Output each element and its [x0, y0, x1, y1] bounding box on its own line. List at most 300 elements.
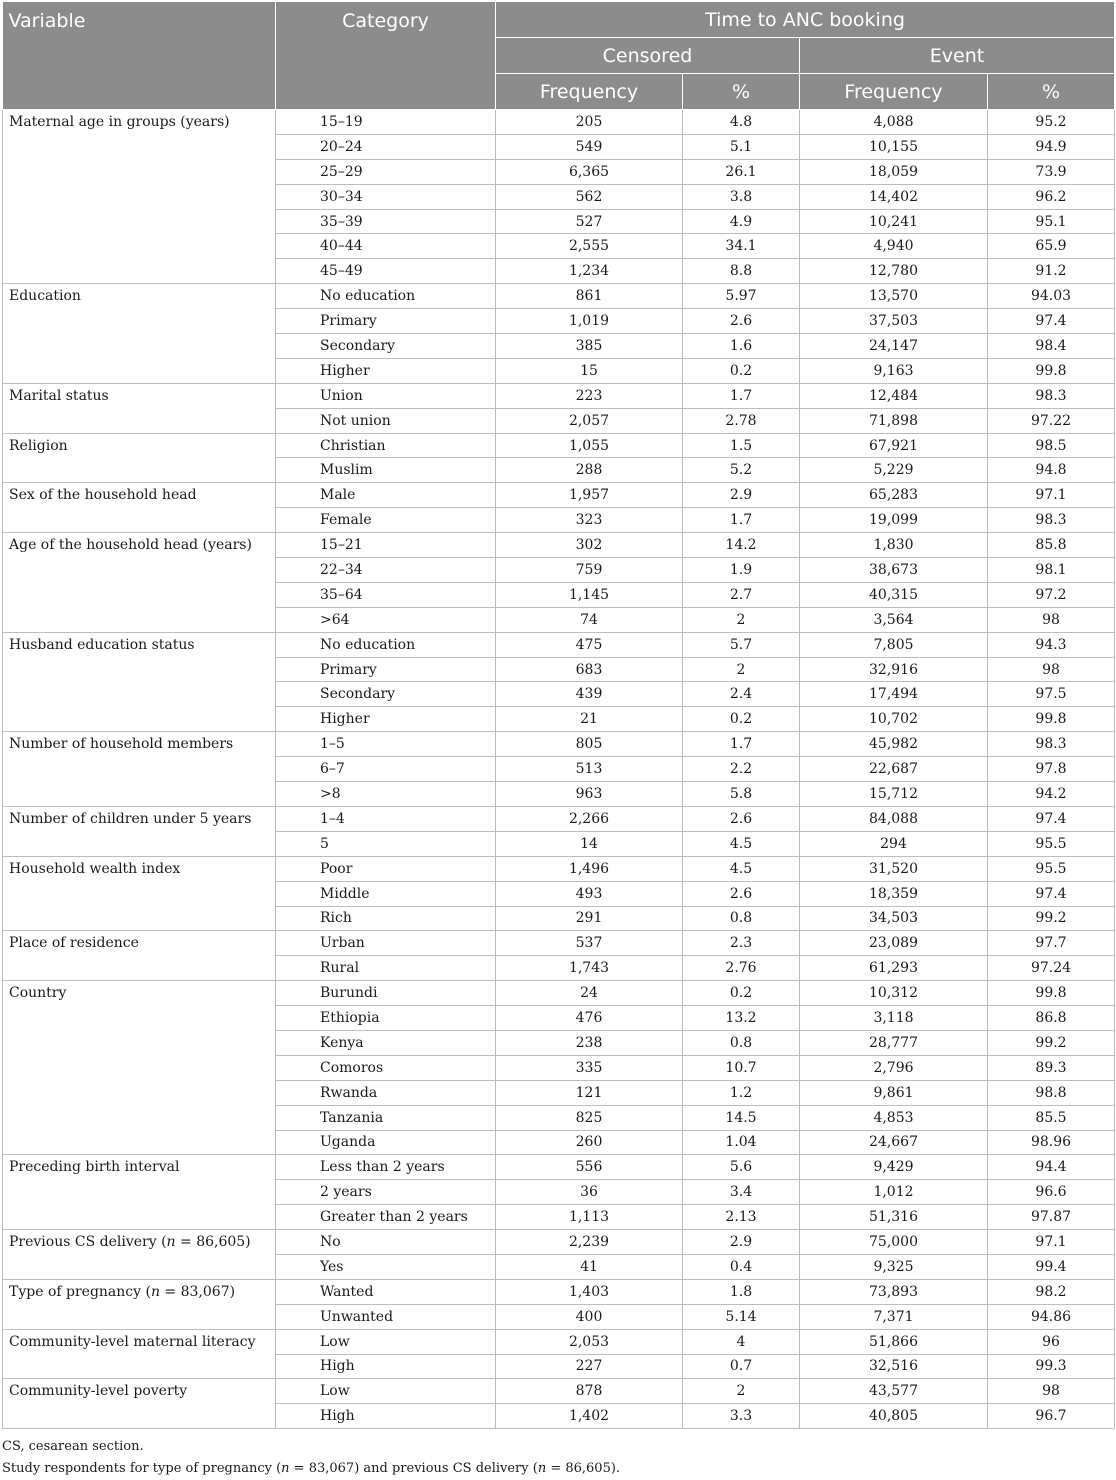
censored-percent-cell: 5.14: [683, 1304, 800, 1329]
censored-frequency-cell: 963: [496, 782, 683, 807]
category-cell: 30–34: [276, 184, 496, 209]
event-frequency-cell: 22,687: [800, 757, 988, 782]
censored-frequency-cell: 805: [496, 732, 683, 757]
event-frequency-cell: 23,089: [800, 931, 988, 956]
header-variable: Variable: [3, 2, 276, 110]
category-cell: Primary: [276, 657, 496, 682]
category-cell: Poor: [276, 856, 496, 881]
event-frequency-cell: 67,921: [800, 433, 988, 458]
censored-percent-cell: 2.6: [683, 881, 800, 906]
censored-frequency-cell: 2,239: [496, 1230, 683, 1255]
category-cell: Burundi: [276, 981, 496, 1006]
category-cell: 15–19: [276, 110, 496, 135]
category-cell: Middle: [276, 881, 496, 906]
event-percent-cell: 97.5: [988, 682, 1115, 707]
footnote-respondents: Study respondents for type of pregnancy (n = 83,067) and previous CS delivery (n = 86,605).: [2, 1461, 621, 1477]
event-percent-cell: 85.5: [988, 1105, 1115, 1130]
category-cell: Rural: [276, 956, 496, 981]
variable-cell: Age of the household head (years): [3, 533, 276, 633]
event-percent-cell: 65.9: [988, 234, 1115, 259]
censored-frequency-cell: 2,555: [496, 234, 683, 259]
variable-cell: Preceding birth interval: [3, 1155, 276, 1230]
event-frequency-cell: 73,893: [800, 1279, 988, 1304]
event-frequency-cell: 19,099: [800, 508, 988, 533]
censored-percent-cell: 1.5: [683, 433, 800, 458]
event-frequency-cell: 51,316: [800, 1205, 988, 1230]
censored-percent-cell: 1.2: [683, 1080, 800, 1105]
event-frequency-cell: 1,830: [800, 533, 988, 558]
event-percent-cell: 97.1: [988, 1230, 1115, 1255]
event-frequency-cell: 4,940: [800, 234, 988, 259]
table-row: [3, 856, 1115, 881]
censored-percent-cell: 2.2: [683, 757, 800, 782]
event-frequency-cell: 12,780: [800, 259, 988, 284]
event-percent-cell: 94.2: [988, 782, 1115, 807]
variable-cell: Husband education status: [3, 632, 276, 732]
event-percent-cell: 98: [988, 1379, 1115, 1404]
censored-percent-cell: 5.1: [683, 134, 800, 159]
censored-frequency-cell: 1,145: [496, 582, 683, 607]
category-cell: 1–5: [276, 732, 496, 757]
censored-percent-cell: 1.6: [683, 334, 800, 359]
event-percent-cell: 94.8: [988, 458, 1115, 483]
censored-percent-cell: 2: [683, 657, 800, 682]
censored-percent-cell: 14.2: [683, 533, 800, 558]
event-percent-cell: 97.87: [988, 1205, 1115, 1230]
event-percent-cell: 94.9: [988, 134, 1115, 159]
censored-percent-cell: 14.5: [683, 1105, 800, 1130]
event-frequency-cell: 10,241: [800, 209, 988, 234]
event-frequency-cell: 5,229: [800, 458, 988, 483]
censored-frequency-cell: 1,403: [496, 1279, 683, 1304]
event-frequency-cell: 10,702: [800, 707, 988, 732]
event-frequency-cell: 75,000: [800, 1230, 988, 1255]
category-cell: Rwanda: [276, 1080, 496, 1105]
event-frequency-cell: 18,359: [800, 881, 988, 906]
variable-cell: Number of household members: [3, 732, 276, 807]
event-frequency-cell: 9,163: [800, 358, 988, 383]
event-percent-cell: 85.8: [988, 533, 1115, 558]
censored-frequency-cell: 1,055: [496, 433, 683, 458]
event-percent-cell: 96: [988, 1329, 1115, 1354]
censored-percent-cell: 3.3: [683, 1404, 800, 1429]
censored-percent-cell: 0.2: [683, 358, 800, 383]
event-percent-cell: 97.4: [988, 309, 1115, 334]
category-cell: Not union: [276, 408, 496, 433]
header-censored-percent: %: [683, 74, 800, 110]
censored-frequency-cell: 1,957: [496, 483, 683, 508]
censored-frequency-cell: 335: [496, 1055, 683, 1080]
table-row: [3, 533, 1115, 558]
event-frequency-cell: 14,402: [800, 184, 988, 209]
censored-percent-cell: 2: [683, 1379, 800, 1404]
category-cell: Urban: [276, 931, 496, 956]
event-frequency-cell: 3,564: [800, 607, 988, 632]
censored-frequency-cell: 6,365: [496, 159, 683, 184]
censored-percent-cell: 2.6: [683, 309, 800, 334]
event-percent-cell: 95.1: [988, 209, 1115, 234]
censored-percent-cell: 0.8: [683, 906, 800, 931]
censored-percent-cell: 4: [683, 1329, 800, 1354]
event-percent-cell: 97.1: [988, 483, 1115, 508]
event-percent-cell: 94.3: [988, 632, 1115, 657]
category-cell: 25–29: [276, 159, 496, 184]
table-header: [3, 2, 1115, 110]
category-cell: Kenya: [276, 1030, 496, 1055]
event-frequency-cell: 18,059: [800, 159, 988, 184]
category-cell: 20–24: [276, 134, 496, 159]
censored-percent-cell: 2.9: [683, 1230, 800, 1255]
category-cell: Low: [276, 1379, 496, 1404]
event-frequency-cell: 34,503: [800, 906, 988, 931]
event-frequency-cell: 43,577: [800, 1379, 988, 1404]
event-percent-cell: 96.6: [988, 1180, 1115, 1205]
censored-percent-cell: 2.76: [683, 956, 800, 981]
category-cell: High: [276, 1404, 496, 1429]
censored-frequency-cell: 476: [496, 1006, 683, 1031]
category-cell: >8: [276, 782, 496, 807]
category-cell: 45–49: [276, 259, 496, 284]
censored-frequency-cell: 556: [496, 1155, 683, 1180]
censored-frequency-cell: 400: [496, 1304, 683, 1329]
event-frequency-cell: 1,012: [800, 1180, 988, 1205]
event-frequency-cell: 3,118: [800, 1006, 988, 1031]
category-cell: Female: [276, 508, 496, 533]
category-cell: 2 years: [276, 1180, 496, 1205]
censored-frequency-cell: 14: [496, 831, 683, 856]
event-frequency-cell: 71,898: [800, 408, 988, 433]
header-category: Category: [276, 2, 496, 110]
event-frequency-cell: 10,155: [800, 134, 988, 159]
category-cell: Yes: [276, 1254, 496, 1279]
censored-percent-cell: 1.7: [683, 508, 800, 533]
event-percent-cell: 99.4: [988, 1254, 1115, 1279]
anc-booking-table: [2, 2, 1115, 1429]
variable-cell: Maternal age in groups (years): [3, 110, 276, 284]
header-time-to-anc: Time to ANC booking: [496, 2, 1115, 38]
censored-frequency-cell: 121: [496, 1080, 683, 1105]
category-cell: Tanzania: [276, 1105, 496, 1130]
censored-percent-cell: 0.2: [683, 707, 800, 732]
censored-percent-cell: 1.9: [683, 558, 800, 583]
event-percent-cell: 97.2: [988, 582, 1115, 607]
event-percent-cell: 97.8: [988, 757, 1115, 782]
event-frequency-cell: 38,673: [800, 558, 988, 583]
category-cell: 6–7: [276, 757, 496, 782]
event-percent-cell: 86.8: [988, 1006, 1115, 1031]
censored-frequency-cell: 223: [496, 383, 683, 408]
event-percent-cell: 99.3: [988, 1354, 1115, 1379]
event-frequency-cell: 2,796: [800, 1055, 988, 1080]
category-cell: Greater than 2 years: [276, 1205, 496, 1230]
censored-frequency-cell: 41: [496, 1254, 683, 1279]
category-cell: Secondary: [276, 682, 496, 707]
event-frequency-cell: 37,503: [800, 309, 988, 334]
category-cell: 15–21: [276, 533, 496, 558]
censored-percent-cell: 13.2: [683, 1006, 800, 1031]
censored-frequency-cell: 15: [496, 358, 683, 383]
category-cell: Higher: [276, 707, 496, 732]
event-frequency-cell: 84,088: [800, 806, 988, 831]
censored-percent-cell: 1.7: [683, 383, 800, 408]
table-row: [3, 433, 1115, 458]
event-percent-cell: 97.4: [988, 881, 1115, 906]
event-percent-cell: 94.86: [988, 1304, 1115, 1329]
event-frequency-cell: 9,861: [800, 1080, 988, 1105]
censored-percent-cell: 5.97: [683, 284, 800, 309]
header-event-frequency: Frequency: [800, 74, 988, 110]
censored-frequency-cell: 21: [496, 707, 683, 732]
censored-percent-cell: 4.5: [683, 831, 800, 856]
table-row: [3, 383, 1115, 408]
event-frequency-cell: 61,293: [800, 956, 988, 981]
table-row: [3, 981, 1115, 1006]
event-frequency-cell: 28,777: [800, 1030, 988, 1055]
event-frequency-cell: 15,712: [800, 782, 988, 807]
event-percent-cell: 98.2: [988, 1279, 1115, 1304]
table-row: [3, 931, 1115, 956]
table-row: [3, 1155, 1115, 1180]
censored-percent-cell: 0.8: [683, 1030, 800, 1055]
table-row: [3, 1379, 1115, 1404]
header-censored-frequency: Frequency: [496, 74, 683, 110]
category-cell: >64: [276, 607, 496, 632]
censored-percent-cell: 1.04: [683, 1130, 800, 1155]
censored-percent-cell: 2.9: [683, 483, 800, 508]
event-percent-cell: 97.24: [988, 956, 1115, 981]
table-row: [3, 483, 1115, 508]
censored-frequency-cell: 323: [496, 508, 683, 533]
event-percent-cell: 98.96: [988, 1130, 1115, 1155]
censored-percent-cell: 1.8: [683, 1279, 800, 1304]
event-percent-cell: 98.3: [988, 383, 1115, 408]
censored-percent-cell: 3.4: [683, 1180, 800, 1205]
category-cell: Christian: [276, 433, 496, 458]
event-frequency-cell: 32,916: [800, 657, 988, 682]
censored-percent-cell: 4.8: [683, 110, 800, 135]
censored-frequency-cell: 238: [496, 1030, 683, 1055]
censored-percent-cell: 2: [683, 607, 800, 632]
event-percent-cell: 99.8: [988, 981, 1115, 1006]
event-percent-cell: 99.2: [988, 906, 1115, 931]
censored-frequency-cell: 36: [496, 1180, 683, 1205]
event-percent-cell: 94.03: [988, 284, 1115, 309]
event-percent-cell: 97.4: [988, 806, 1115, 831]
event-percent-cell: 98.3: [988, 732, 1115, 757]
censored-frequency-cell: 878: [496, 1379, 683, 1404]
event-frequency-cell: 24,667: [800, 1130, 988, 1155]
censored-percent-cell: 5.2: [683, 458, 800, 483]
category-cell: 35–64: [276, 582, 496, 607]
category-cell: Rich: [276, 906, 496, 931]
category-cell: Uganda: [276, 1130, 496, 1155]
event-percent-cell: 98.1: [988, 558, 1115, 583]
event-percent-cell: 91.2: [988, 259, 1115, 284]
censored-frequency-cell: 683: [496, 657, 683, 682]
censored-frequency-cell: 1,019: [496, 309, 683, 334]
event-percent-cell: 99.8: [988, 707, 1115, 732]
censored-frequency-cell: 24: [496, 981, 683, 1006]
censored-percent-cell: 2.78: [683, 408, 800, 433]
event-percent-cell: 99.8: [988, 358, 1115, 383]
censored-percent-cell: 8.8: [683, 259, 800, 284]
event-percent-cell: 99.2: [988, 1030, 1115, 1055]
censored-frequency-cell: 385: [496, 334, 683, 359]
censored-percent-cell: 10.7: [683, 1055, 800, 1080]
category-cell: Muslim: [276, 458, 496, 483]
event-frequency-cell: 40,805: [800, 1404, 988, 1429]
category-cell: No education: [276, 284, 496, 309]
censored-frequency-cell: 205: [496, 110, 683, 135]
variable-cell: Country: [3, 981, 276, 1155]
variable-cell: Education: [3, 284, 276, 384]
event-percent-cell: 98.5: [988, 433, 1115, 458]
censored-frequency-cell: 439: [496, 682, 683, 707]
censored-frequency-cell: 260: [496, 1130, 683, 1155]
event-percent-cell: 97.22: [988, 408, 1115, 433]
category-cell: Unwanted: [276, 1304, 496, 1329]
censored-frequency-cell: 825: [496, 1105, 683, 1130]
category-cell: Male: [276, 483, 496, 508]
censored-frequency-cell: 288: [496, 458, 683, 483]
category-cell: Comoros: [276, 1055, 496, 1080]
censored-percent-cell: 2.3: [683, 931, 800, 956]
event-percent-cell: 96.7: [988, 1404, 1115, 1429]
variable-cell: Marital status: [3, 383, 276, 433]
censored-frequency-cell: 2,057: [496, 408, 683, 433]
event-percent-cell: 96.2: [988, 184, 1115, 209]
event-frequency-cell: 7,371: [800, 1304, 988, 1329]
censored-percent-cell: 2.7: [683, 582, 800, 607]
event-frequency-cell: 65,283: [800, 483, 988, 508]
variable-cell: Sex of the household head: [3, 483, 276, 533]
category-cell: High: [276, 1354, 496, 1379]
category-cell: Primary: [276, 309, 496, 334]
variable-cell: Number of children under 5 years: [3, 806, 276, 856]
censored-frequency-cell: 861: [496, 284, 683, 309]
category-cell: 40–44: [276, 234, 496, 259]
category-cell: 1–4: [276, 806, 496, 831]
censored-frequency-cell: 291: [496, 906, 683, 931]
event-frequency-cell: 294: [800, 831, 988, 856]
censored-percent-cell: 0.7: [683, 1354, 800, 1379]
event-frequency-cell: 32,516: [800, 1354, 988, 1379]
censored-percent-cell: 1.7: [683, 732, 800, 757]
censored-frequency-cell: 537: [496, 931, 683, 956]
event-frequency-cell: 31,520: [800, 856, 988, 881]
censored-frequency-cell: 475: [496, 632, 683, 657]
censored-percent-cell: 2.13: [683, 1205, 800, 1230]
censored-frequency-cell: 527: [496, 209, 683, 234]
event-percent-cell: 98: [988, 607, 1115, 632]
censored-frequency-cell: 227: [496, 1354, 683, 1379]
event-percent-cell: 98: [988, 657, 1115, 682]
event-percent-cell: 95.5: [988, 856, 1115, 881]
event-frequency-cell: 4,853: [800, 1105, 988, 1130]
variable-cell: Religion: [3, 433, 276, 483]
header-event-percent: %: [988, 74, 1115, 110]
header-event: Event: [800, 38, 1115, 74]
table-row: [3, 732, 1115, 757]
censored-percent-cell: 34.1: [683, 234, 800, 259]
censored-frequency-cell: 493: [496, 881, 683, 906]
category-cell: Less than 2 years: [276, 1155, 496, 1180]
table-body: [3, 110, 1115, 1429]
category-cell: Union: [276, 383, 496, 408]
event-percent-cell: 95.2: [988, 110, 1115, 135]
event-frequency-cell: 40,315: [800, 582, 988, 607]
event-percent-cell: 94.4: [988, 1155, 1115, 1180]
censored-percent-cell: 5.7: [683, 632, 800, 657]
category-cell: Low: [276, 1329, 496, 1354]
censored-frequency-cell: 549: [496, 134, 683, 159]
category-cell: No: [276, 1230, 496, 1255]
table-row: [3, 1279, 1115, 1304]
table-row: [3, 1329, 1115, 1354]
footnote-abbreviation: CS, cesarean section.: [2, 1439, 144, 1455]
event-frequency-cell: 12,484: [800, 383, 988, 408]
event-percent-cell: 98.4: [988, 334, 1115, 359]
table-row: [3, 632, 1115, 657]
variable-cell: Community-level poverty: [3, 1379, 276, 1429]
censored-percent-cell: 0.2: [683, 981, 800, 1006]
censored-frequency-cell: 302: [496, 533, 683, 558]
event-frequency-cell: 51,866: [800, 1329, 988, 1354]
censored-frequency-cell: 74: [496, 607, 683, 632]
event-frequency-cell: 17,494: [800, 682, 988, 707]
variable-cell: Place of residence: [3, 931, 276, 981]
event-frequency-cell: 9,429: [800, 1155, 988, 1180]
censored-percent-cell: 26.1: [683, 159, 800, 184]
category-cell: Ethiopia: [276, 1006, 496, 1031]
table-row: [3, 110, 1115, 135]
event-percent-cell: 73.9: [988, 159, 1115, 184]
censored-percent-cell: 4.5: [683, 856, 800, 881]
table-row: [3, 1230, 1115, 1255]
category-cell: Higher: [276, 358, 496, 383]
censored-frequency-cell: 2,266: [496, 806, 683, 831]
variable-cell: Type of pregnancy (n = 83,067): [3, 1279, 276, 1329]
censored-percent-cell: 0.4: [683, 1254, 800, 1279]
censored-percent-cell: 3.8: [683, 184, 800, 209]
header-censored: Censored: [496, 38, 800, 74]
category-cell: 5: [276, 831, 496, 856]
category-cell: No education: [276, 632, 496, 657]
event-frequency-cell: 9,325: [800, 1254, 988, 1279]
censored-percent-cell: 5.6: [683, 1155, 800, 1180]
event-frequency-cell: 45,982: [800, 732, 988, 757]
category-cell: 35–39: [276, 209, 496, 234]
censored-frequency-cell: 1,402: [496, 1404, 683, 1429]
variable-cell: Previous CS delivery (n = 86,605): [3, 1230, 276, 1280]
table-row: [3, 284, 1115, 309]
event-frequency-cell: 24,147: [800, 334, 988, 359]
censored-frequency-cell: 1,496: [496, 856, 683, 881]
table-row: [3, 806, 1115, 831]
censored-frequency-cell: 1,113: [496, 1205, 683, 1230]
category-cell: 22–34: [276, 558, 496, 583]
censored-frequency-cell: 562: [496, 184, 683, 209]
censored-frequency-cell: 759: [496, 558, 683, 583]
category-cell: Wanted: [276, 1279, 496, 1304]
event-frequency-cell: 13,570: [800, 284, 988, 309]
censored-percent-cell: 5.8: [683, 782, 800, 807]
event-frequency-cell: 10,312: [800, 981, 988, 1006]
event-frequency-cell: 4,088: [800, 110, 988, 135]
event-percent-cell: 89.3: [988, 1055, 1115, 1080]
event-percent-cell: 98.3: [988, 508, 1115, 533]
censored-frequency-cell: 1,743: [496, 956, 683, 981]
